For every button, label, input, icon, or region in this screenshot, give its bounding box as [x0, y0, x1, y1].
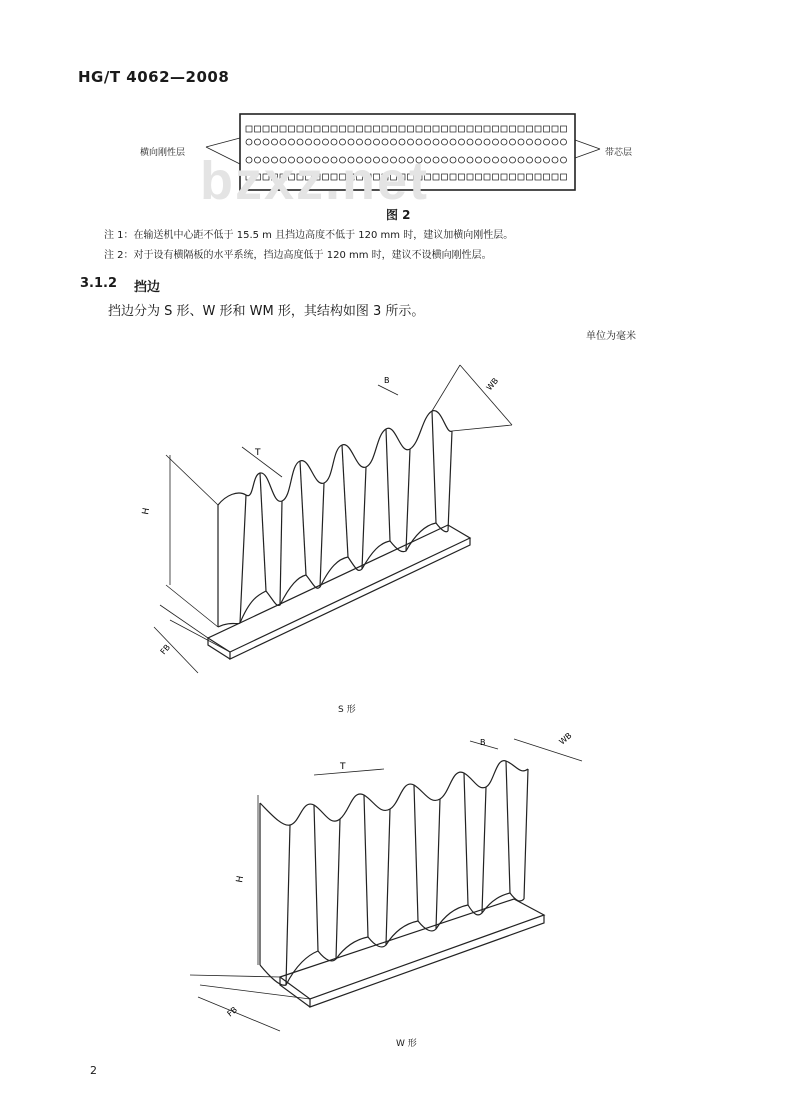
leader-line-right-2	[575, 149, 600, 158]
w-dim-wb-line	[514, 739, 582, 761]
w-dim-t-label: T	[340, 762, 346, 772]
s-base-strip	[208, 525, 470, 652]
leader-line-left-1	[206, 138, 240, 147]
section-paragraph: 挡边分为 S 形、W 形和 WM 形，其结构如图 3 所示。	[108, 304, 425, 319]
note-1: 注 1：在输送机中心距不低于 15.5 m 且挡边高度不低于 120 mm 时，建议加横向刚性层。	[104, 230, 514, 241]
dim-b-label: B	[384, 376, 390, 385]
w-base-strip	[280, 899, 544, 999]
w-shape-sidewall-diagram	[190, 715, 610, 1035]
dim-wb-line	[460, 365, 512, 425]
w-dim-fb-ext-1	[190, 975, 280, 977]
dim-fb-ext-1	[160, 605, 208, 638]
section-title: 挡边	[134, 280, 161, 295]
note-2: 注 2：对于设有横隔板的水平系统，挡边高度低于 120 mm 时，建议不设横向刚性层。	[104, 250, 492, 261]
s-sidewall-top-wave	[218, 411, 452, 505]
page-number: 2	[90, 1064, 97, 1077]
w-dim-b-label: B	[480, 738, 486, 747]
w-dim-fb-line	[198, 997, 280, 1031]
s-sidewall-bottom-wave	[218, 523, 448, 627]
w-dim-fb-label: FB	[225, 1005, 240, 1019]
section-number: 3.1.2	[80, 276, 118, 291]
w-sidewall-top-wave	[260, 761, 528, 826]
s-shape-caption: S 形	[338, 705, 356, 715]
label-core-layer: 带芯层	[605, 148, 633, 158]
s-base-thickness	[230, 538, 470, 659]
s-shape-sidewall-diagram	[130, 355, 550, 690]
watermark: bzxz.net	[200, 151, 430, 211]
dim-b-line	[378, 385, 398, 395]
dim-fb-label: FB	[158, 642, 173, 657]
s-fold-1	[240, 495, 246, 623]
w-dim-wb-label: WB	[557, 731, 574, 747]
figure-2-caption: 图 2	[386, 208, 411, 222]
leader-line-right-1	[575, 140, 600, 149]
dim-h-label: H	[141, 507, 153, 516]
dim-wb-label: WB	[484, 376, 501, 393]
label-rigid-layer: 横向刚性层	[140, 148, 186, 158]
w-dim-t-line	[314, 769, 384, 775]
w-shape-caption: W 形	[396, 1039, 417, 1049]
w-dim-h-label: H	[235, 875, 247, 884]
unit-note: 单位为毫米	[586, 331, 636, 342]
dim-t-label: T	[255, 448, 261, 458]
standard-code: HG/T 4062—2008	[78, 68, 230, 86]
